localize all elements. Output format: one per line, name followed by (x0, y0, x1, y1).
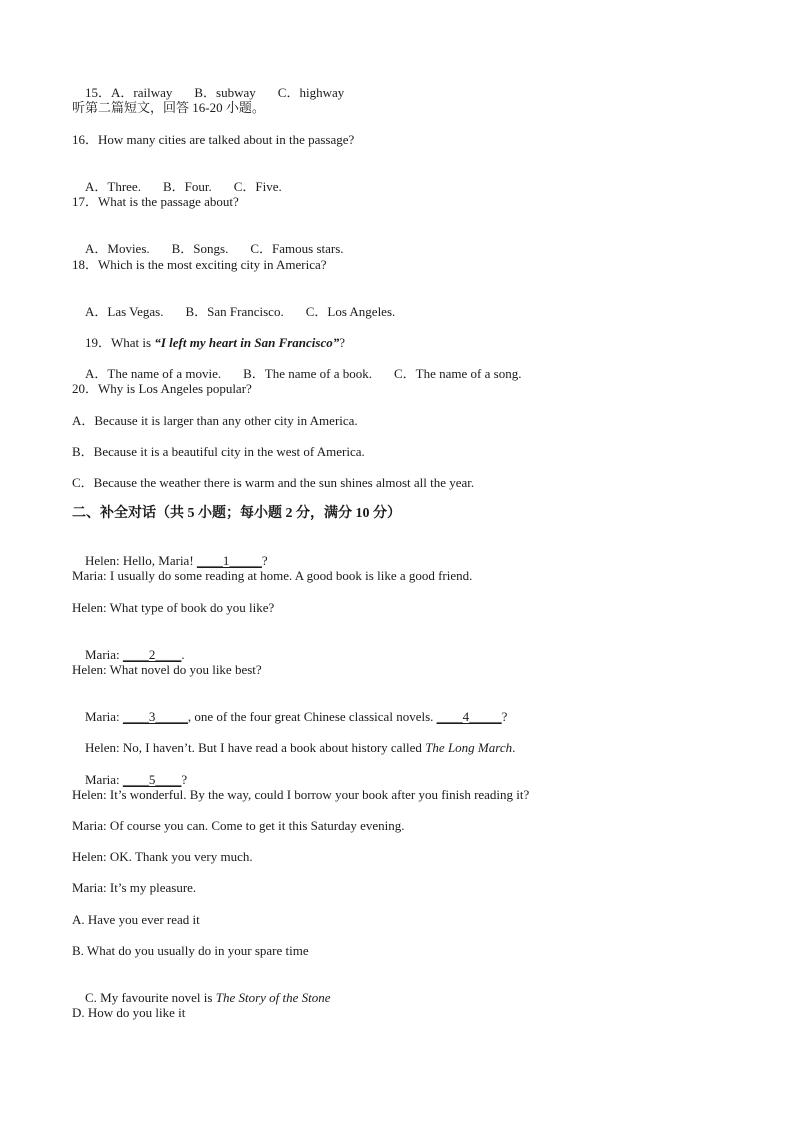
dialogue-text: , one of the four great Chinese classical novels. (187, 709, 437, 724)
dialogue-text: Maria: (85, 647, 123, 662)
passage-2-instruction: 听第二篇短文，回答 16-20 小题。 (72, 100, 265, 115)
dialogue-text: Helen: Hello, Maria! (85, 553, 197, 568)
blank-5: ____5____ (122, 772, 182, 787)
option-c: C．Famous stars. (250, 241, 344, 256)
question-20-option-a: A．Because it is larger than any other city in America. (72, 413, 358, 428)
option-b: B．The name of a book. (243, 366, 372, 381)
dialogue-text: Maria: (85, 772, 123, 787)
dialogue-text: ? (261, 553, 268, 568)
dialogue-text: . (512, 740, 516, 755)
dialogue-line-3: Helen: What type of book do you like? (72, 600, 275, 615)
blank-4: ____4_____ (436, 709, 502, 724)
option-c: C．Five. (233, 179, 282, 194)
option-c: C．Los Angeles. (305, 304, 396, 319)
option-a: A．railway (111, 85, 173, 100)
dialogue-line-2: Maria: I usually do some reading at home. A good book is like a good friend. (72, 568, 473, 583)
question-20-stem: 20．Why is Los Angeles popular? (72, 381, 252, 396)
dialogue-line-11: Helen: OK. Thank you very much. (72, 849, 253, 864)
stem-prefix: 19．What is (85, 335, 155, 350)
song-title-quote: “I left my heart in San Francisco” (154, 335, 340, 350)
dialogue-text: . (181, 647, 185, 662)
option-a: A．The name of a movie. (85, 366, 222, 381)
option-a: A．Movies. (85, 241, 150, 256)
option-b: B．Songs. (171, 241, 229, 256)
choice-text: C. My favourite novel is (85, 990, 216, 1005)
option-c: C．The name of a song. (394, 366, 522, 381)
book-title: The Story of the Stone (215, 990, 331, 1005)
dialogue-line-9: Helen: It’s wonderful. By the way, could I borrow your book after you finish reading it? (72, 787, 530, 802)
option-b: B．subway (194, 85, 256, 100)
dialogue-text: ? (181, 772, 188, 787)
question-20-option-b: B．Because it is a beautiful city in the west of America. (72, 444, 365, 459)
option-c: C．highway (277, 85, 345, 100)
blank-3: ____3_____ (122, 709, 188, 724)
option-b: B．Four. (162, 179, 212, 194)
option-a: A．Three. (85, 179, 141, 194)
dialogue-text: Helen: No, I haven’t. But I have read a book about history called (85, 740, 426, 755)
choice-a: A. Have you ever read it (72, 912, 200, 927)
section-2-title: 二、补全对话（共 5 小题；每小题 2 分，满分 10 分） (72, 506, 401, 521)
stem-suffix: ? (339, 335, 346, 350)
question-18-stem: 18．Which is the most exciting city in America? (72, 257, 327, 272)
dialogue-line-10: Maria: Of course you can. Come to get it this Saturday evening. (72, 818, 405, 833)
dialogue-text: Maria: (85, 709, 123, 724)
book-title: The Long March (425, 740, 513, 755)
dialogue-line-12: Maria: It’s my pleasure. (72, 880, 197, 895)
option-a: A．Las Vegas. (85, 304, 164, 319)
choice-d: D. How do you like it (72, 1005, 186, 1020)
option-b: B．San Francisco. (185, 304, 284, 319)
blank-2: ____2____ (122, 647, 182, 662)
dialogue-text: ? (501, 709, 508, 724)
choice-b: B. What do you usually do in your spare time (72, 943, 309, 958)
question-20-option-c: C．Because the weather there is warm and the sun shines almost all the year. (72, 475, 475, 490)
question-number: 15． (85, 85, 112, 100)
question-16-stem: 16．How many cities are talked about in the passage? (72, 132, 355, 147)
blank-1: ____1_____ (196, 553, 262, 568)
dialogue-line-5: Helen: What novel do you like best? (72, 662, 262, 677)
question-17-stem: 17．What is the passage about? (72, 194, 239, 209)
